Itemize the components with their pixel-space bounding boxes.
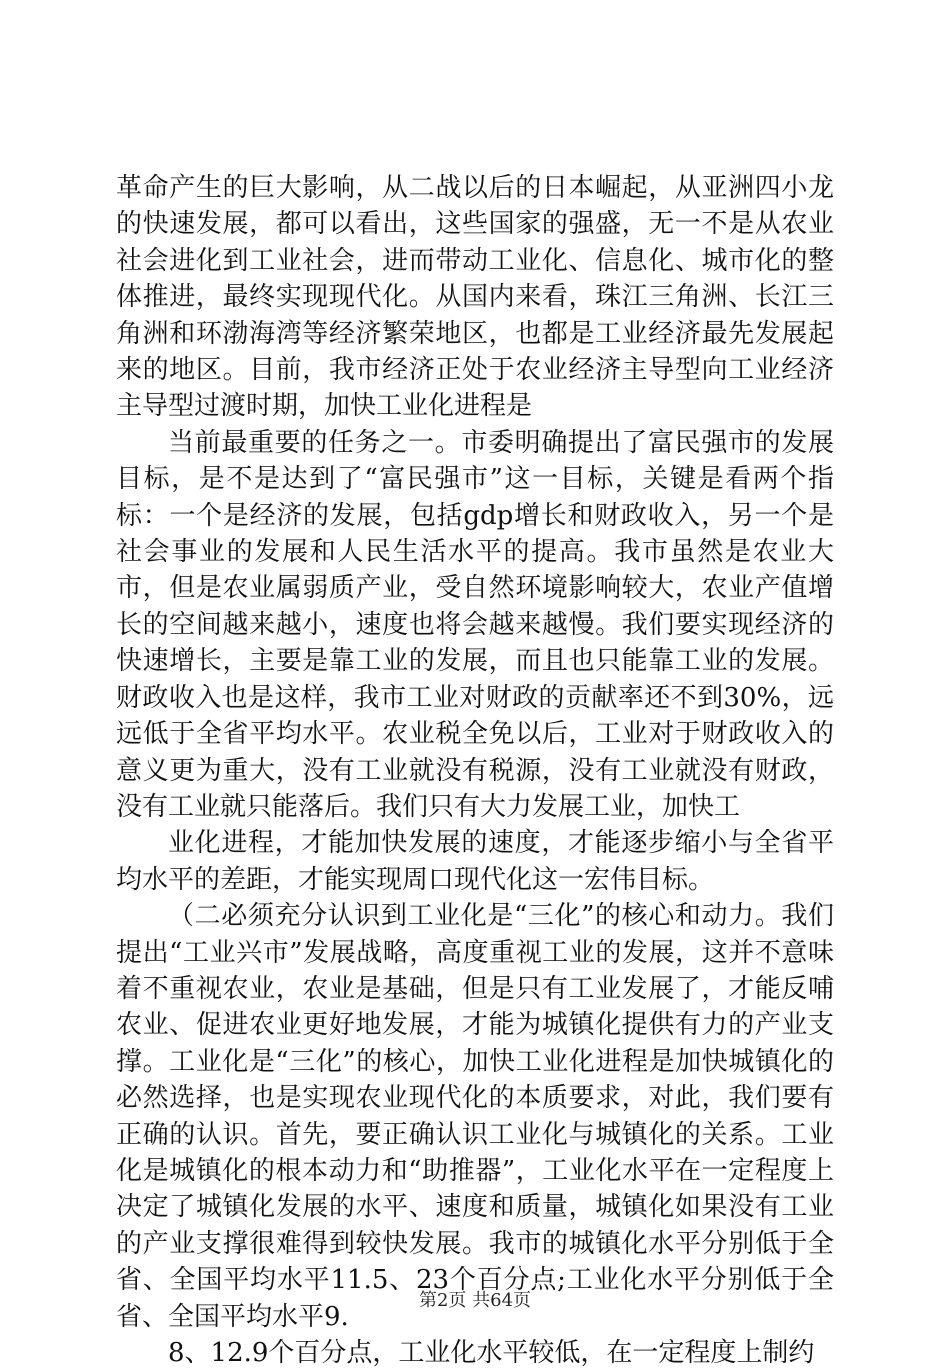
- document-body: [116, 170, 834, 1371]
- paragraph-3: 业化进程，才能加快发展的速度，才能逐步缩小与全省平均水平的差距，才能实现周口现代化这一宏伟目标。: [116, 828, 834, 895]
- paragraph-5: 8、12.9个百分点，工业化水平较低，在一定程度上制约: [168, 1338, 815, 1368]
- page-number-footer: 第2页 共64页: [418, 1290, 532, 1311]
- paragraph-4: （二必须充分认识到工业化是“三化”的核心和动力。我们提出“工业兴市”发展战略，高度重视工业的发展，这并不意味着不重视农业，农业是基础，但是只有工业发展了，才能反哺农业、促进农业更好地发展，才能为城镇化提供有力的产业支撑。工业化是“三化”的核心，加快工业化进程是加快城镇化的必然选择，也是实现农业现代化的本质要求，对此，我们要有正确的认识。首先，要正确认识工业化与城镇化的关系。工业化是城镇化的根本动力和“助推器”，工业化水平在一定程度上决定了城镇化发展的水平、速度和质量，城镇化如果没有工业的产业支撑很难得到较快发展。我市的城镇化水平分别低于全省、全国平均水平11.5、23个百分点;工业化水平分别低于全省、全国平均水平9.: [116, 901, 834, 1332]
- paragraph-2: 当前最重要的任务之一。市委明确提出了富民强市的发展目标，是不是达到了“富民强市”这一目标，关键是看两个指标：一个是经济的发展，包括gdp增长和财政收入，另一个是社会事业的发展和人民生活水平的提高。我市虽然是农业大市，但是农业属弱质产业，受自然环境影响较大，农业产值增长的空间越来越小，速度也将会越来越慢。我们要实现经济的快速增长，主要是靠工业的发展，而且也只能靠工业的发展。财政收入也是这样，我市工业对财政的贡献率还不到30%，远远低于全省平均水平。农业税全免以后，工业对于财政收入的意义更为重大，没有工业就没有税源，没有工业就没有财政，没有工业就只能落后。我们只有大力发展工业，加快工: [116, 427, 834, 822]
- paragraph-1: 革命产生的巨大影响，从二战以后的日本崛起，从亚洲四小龙的快速发展，都可以看出，这些国家的强盛，无一不是从农业社会进化到工业社会，进而带动工业化、信息化、城市化的整体推进，最终实现现代化。从国内来看，珠江三角洲、长江三角洲和环渤海湾等经济繁荣地区，也都是工业经济最先发展起来的地区。目前，我市经济正处于农业经济主导型向工业经济主导型过渡时期，加快工业化进程是: [116, 173, 834, 422]
